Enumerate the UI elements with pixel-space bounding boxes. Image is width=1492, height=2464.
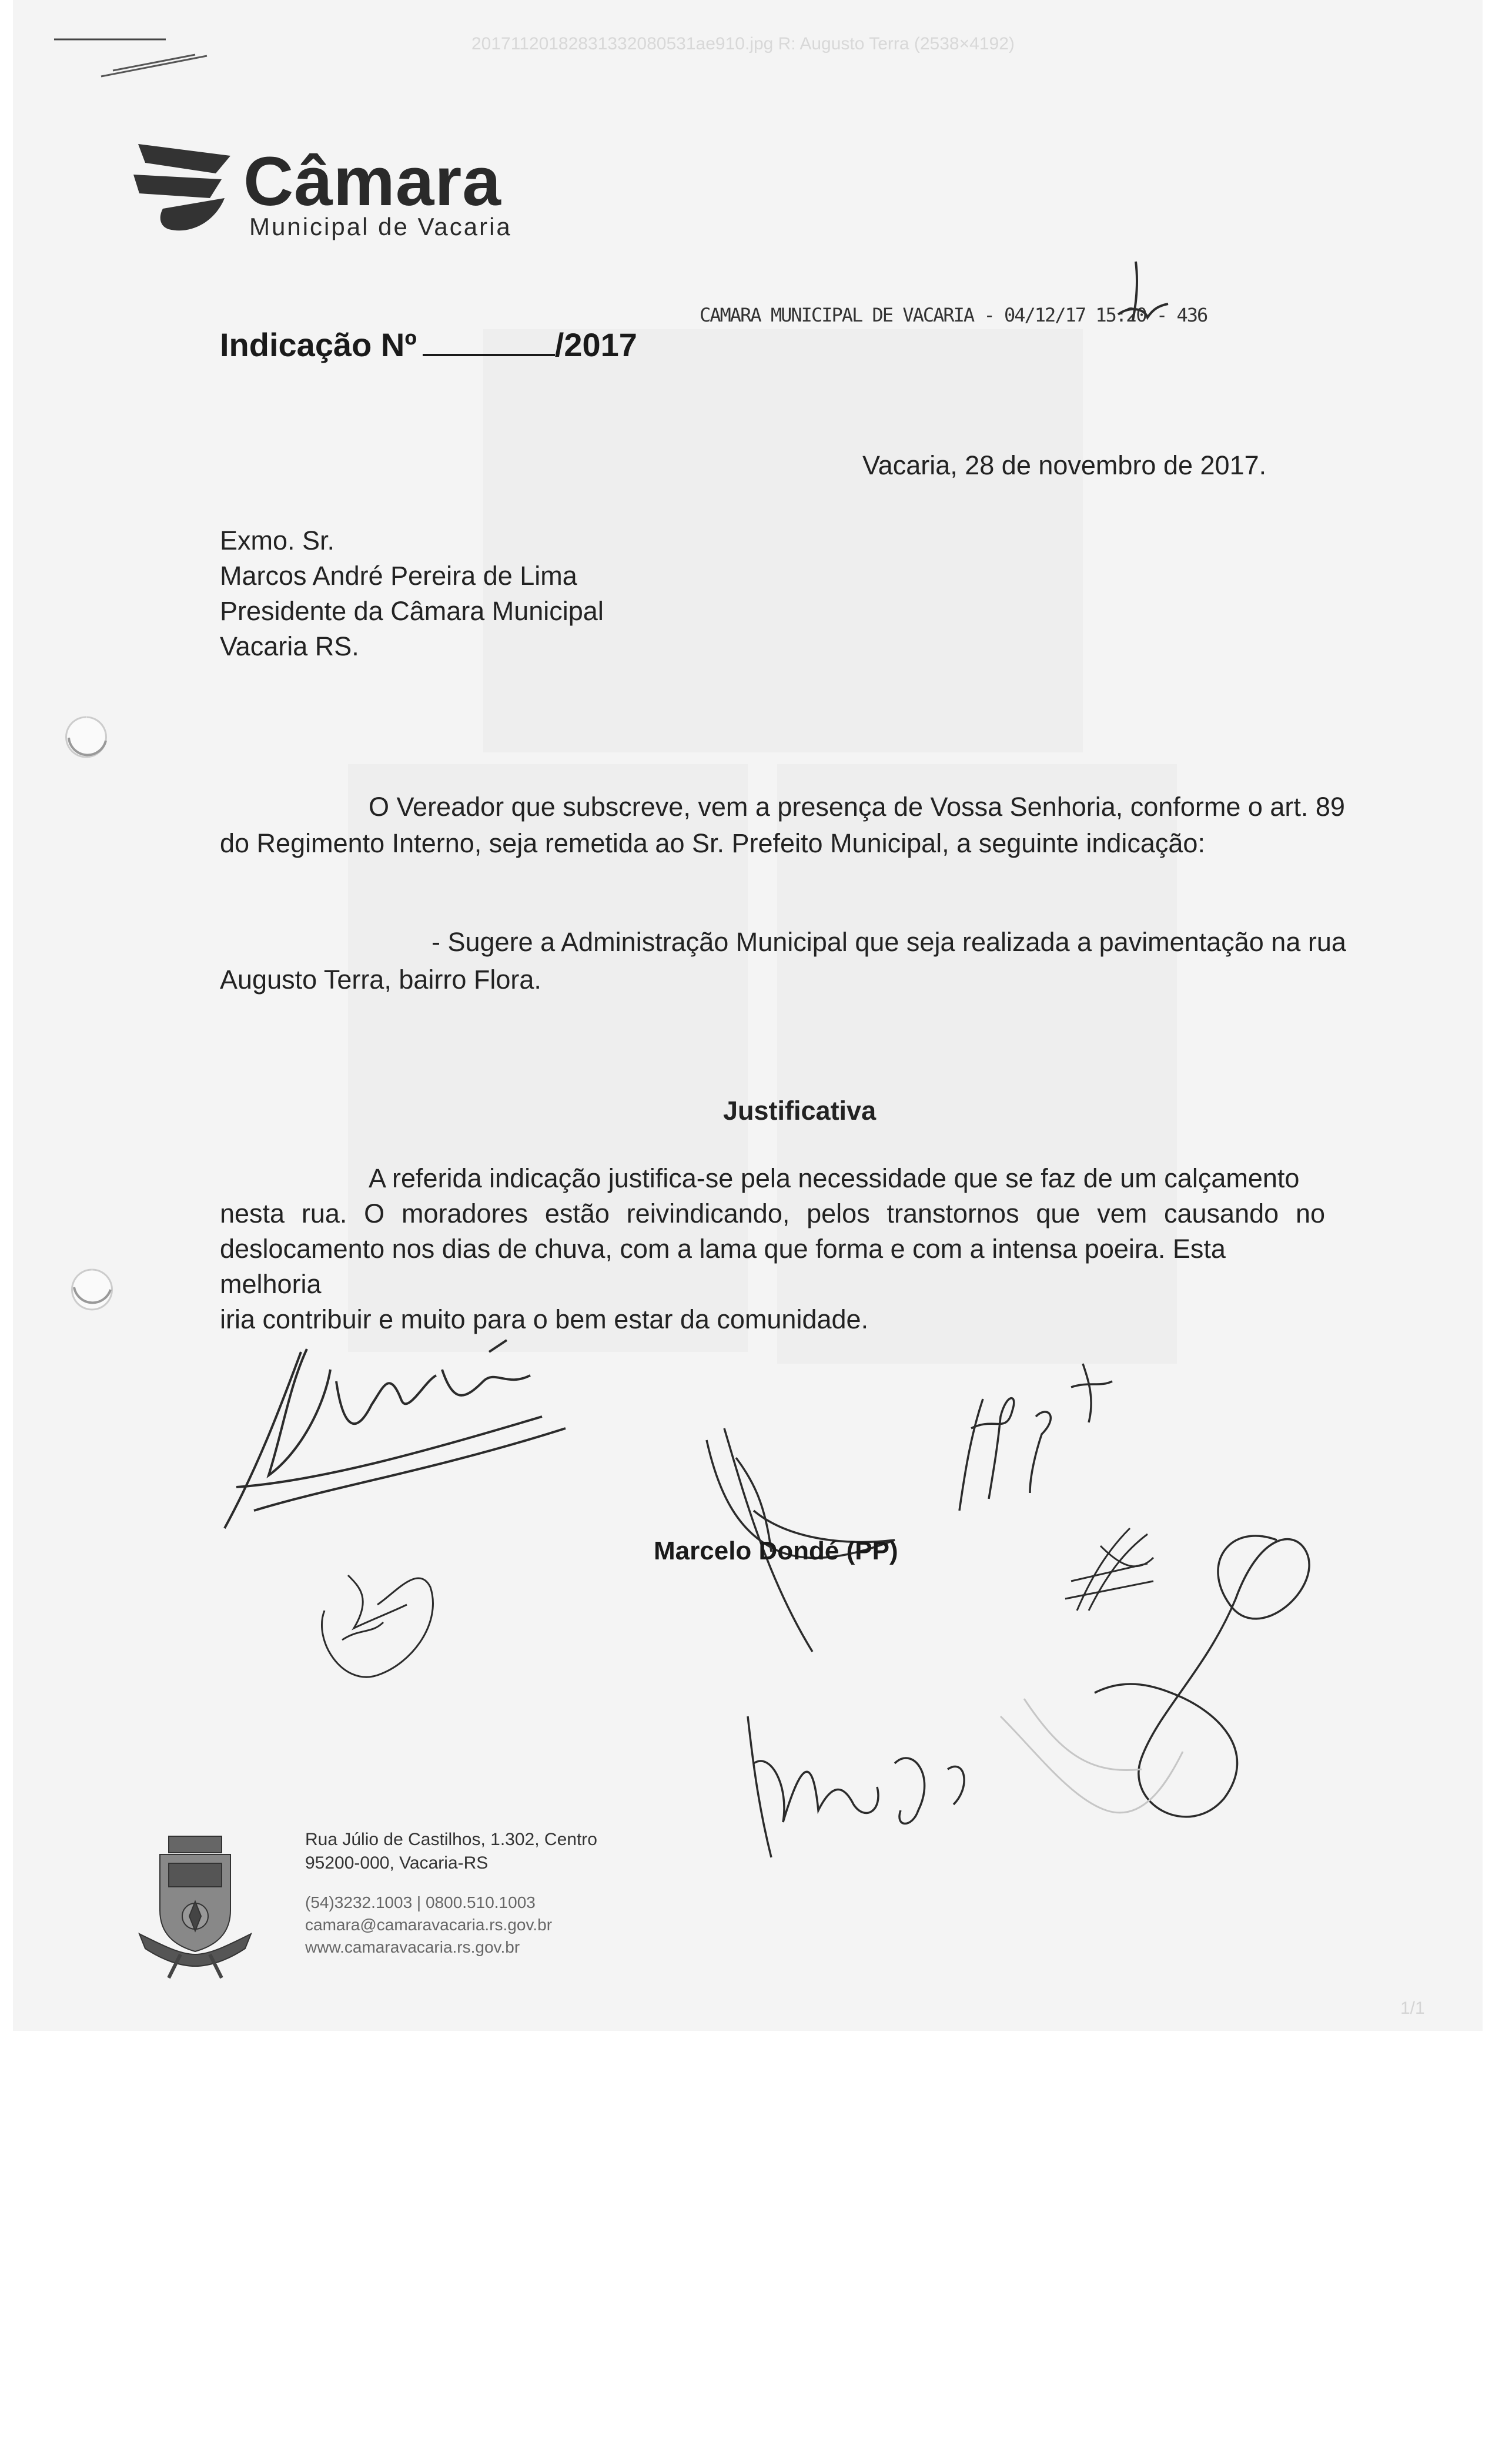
suggestion-line1: - Sugere a Administração Municipal que seja realizada a pavimentação na rua	[431, 927, 1346, 957]
footer-website: www.camaravacaria.rs.gov.br	[305, 1938, 520, 1956]
footer-contact	[305, 1828, 597, 1959]
recipient-block	[220, 523, 604, 664]
paragraph-intro-line2: do Regimento Interno, seja remetida ao Sr. Prefeito Municipal, a seguinte indicação:	[220, 828, 1205, 858]
justification-line1: A referida indicação justifica-se pela necessidade que se faz de um calçamento	[369, 1163, 1300, 1193]
paragraph-intro-line1: O Vereador que subscreve, vem a presença de Vossa Senhoria, conforme o art. 89	[369, 792, 1345, 822]
recipient-title: Presidente da Câmara Municipal	[220, 596, 604, 626]
logo-wordmark: Câmara	[243, 143, 501, 220]
signature-left	[213, 1334, 577, 1569]
signature-mario	[718, 1693, 1012, 1881]
signature-initials-right	[948, 1346, 1124, 1522]
logo-subtitle: Municipal de Vacaria	[249, 213, 512, 240]
signature-stamp-small	[307, 1552, 448, 1693]
recipient-name: Marcos André Pereira de Lima	[220, 561, 577, 591]
punch-hole-lower	[66, 1264, 119, 1328]
footer-email: camara@camaravacaria.rs.gov.br	[305, 1916, 553, 1934]
faint-signature-trace	[989, 1681, 1200, 1834]
signatory-name: Marcelo Dondé (PP)	[654, 1536, 898, 1565]
footer-phone: (54)3232.1003 | 0800.510.1003	[305, 1893, 536, 1911]
justification-text	[220, 1161, 1325, 1337]
scan-header: 20171120182831332080531ae910.jpg R: Augusto Terra (2538×4192)	[471, 34, 1015, 53]
footer-address-line1: Rua Júlio de Castilhos, 1.302, Centro	[305, 1830, 597, 1849]
date-line: Vacaria, 28 de novembro de 2017.	[862, 450, 1267, 480]
vacaria-coat-of-arms-icon	[133, 1828, 257, 1981]
title-year: /2017	[554, 326, 637, 363]
scanned-page	[13, 0, 1483, 2031]
camara-logo-icon	[128, 132, 239, 244]
punch-hole-upper	[60, 711, 113, 764]
title-label: Indicação Nº	[220, 326, 417, 363]
justification-line3: deslocamento nos dias de chuva, com a lama que forma e com a intensa poeira. Esta melhoria	[220, 1234, 1226, 1299]
document-title	[220, 328, 637, 361]
number-blank	[423, 328, 555, 356]
recipient-city: Vacaria RS.	[220, 631, 359, 661]
justification-line2: nesta rua. O moradores estão reivindicando, pelos transtornos que vem causando no	[220, 1198, 1325, 1228]
scan-footer-page: 1/1	[1400, 1998, 1425, 2018]
justification-heading: Justificativa	[723, 1096, 877, 1126]
pen-mark	[48, 32, 236, 91]
suggestion-line2: Augusto Terra, bairro Flora.	[220, 965, 541, 995]
footer-address-line2: 95200-000, Vacaria-RS	[305, 1853, 489, 1873]
recipient-salutation: Exmo. Sr.	[220, 525, 335, 555]
justification-line4: iria contribuir e muito para o bem estar da comunidade.	[220, 1304, 869, 1334]
receipt-stamp: CAMARA MUNICIPAL DE VACARIA - 04/12/17 15:20 - 436	[700, 304, 1207, 326]
stamp-initials	[1112, 250, 1183, 326]
